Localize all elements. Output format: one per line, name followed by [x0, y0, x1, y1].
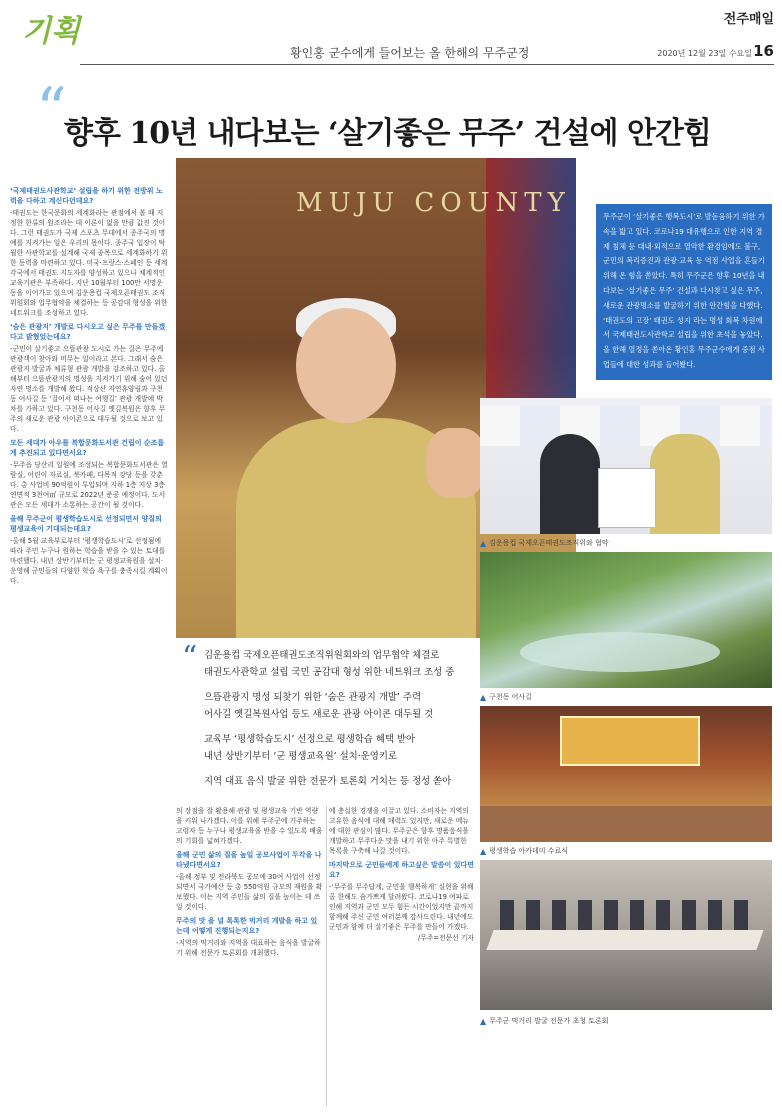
caption-text: 무주군 먹거리 발굴 전문가 초청 토론회 — [489, 1017, 609, 1025]
signing-photo — [480, 398, 772, 534]
stage-screen — [560, 716, 700, 766]
intro-text: 무주군이 ‘살기좋은 행복도시’로 발돋움하기 위한 가속을 밟고 있다. 코로나19 대유행으로 인한 지역 경제 침체 등 대내·외적으로 열악한 환경임에도 불구, 군민의 복리증진과 관광·교육 등 역점 사업을 흔들기위해 온 힘을 쏟았다. 특히 무주군은 향후 10년을 내다보는 ‘살기좋은 무주’ 건설과 다시찾고 싶은 무주, 새로운 관광명소를 발굴하기 위한 안간힘을 다했다. ‘태권도의 고장’ 태권도 성지 라는 명성 회복 차원에서 국제태권도사관학교 설립을 위한 초석을 놓았다. 올 한해 열정을 쏟아온 황인홍 무주군수에게 중점 사업들에 대한 성과를 들어봤다. — [603, 212, 765, 369]
pull-line: 으뜸관광지 명성 되찾기 위한 ‘숨은 관광지 개발’ 주력 — [204, 692, 422, 703]
issue-date: 2020년 12월 23일 수요일 — [657, 49, 752, 58]
question: 모든 세대가 아우를 복합문화도서관 건립이 순조롭게 추진되고 있다면서요? — [10, 439, 165, 457]
question: 마지막으로 군민들에게 하고싶은 말씀이 있다면요? — [329, 861, 474, 879]
meeting-photo — [480, 860, 772, 1010]
caption-text: 구천동 어사길 — [489, 693, 532, 701]
paper-name: 전주매일 — [723, 12, 774, 27]
pull-quote-lines — [204, 648, 472, 791]
attendees-shape — [500, 900, 750, 930]
caption-triangle-icon: ▲ — [480, 692, 487, 702]
caption-valley — [480, 692, 532, 702]
page-number: 16 — [753, 42, 774, 60]
caption-signing — [480, 538, 609, 548]
answer: -‘무주를 무주답게, 군민을 행복하게’ 실현을 위해 올 한해도 숨가쁘게 달려왔다. 코로나19 여파로 인해 지역과 군민 모두 힘든 시간이었지만 끝까지 함께해 주신 군민 여러분께 감사드린다. 내년에도 군민과 함께 더 살기좋은 무주를 만들어 가겠다. — [329, 883, 474, 931]
table-shape — [486, 930, 763, 950]
answer: -무주읍 당산리 일원에 조성되는 복합문화도서관은 열람실, 어린이 자료실, 북카페, 다목적 강당 등을 갖춘다. 총 사업비 90억원이 투입되며 지하 1층 지상 3층 연면적 3천여㎡ 규모로 2022년 준공 예정이다. 도서관은 모든 세대가 소통하는 공간이 될 것이다. — [10, 461, 168, 509]
quote-icon: “ — [182, 640, 198, 675]
stream-shape — [520, 632, 720, 672]
caption-meeting — [480, 1016, 608, 1026]
pull-gap — [204, 765, 472, 774]
article-column-3 — [329, 806, 474, 1106]
question: ‘숨은 관광지’ 개발로 다시오고 싶은 무주를 만들겠다고 밝혔었는데요? — [10, 323, 166, 341]
caption-triangle-icon: ▲ — [480, 538, 487, 548]
answer: -태권도는 한국문화의 세계화라는 관점에서 볼 때 지정한 한류의 원조라는 데 이론이 없을 만큼 값진 것이다. 그런 태권도가 국제 스포츠 무대에서 종주국의 명예를 지켜가는 일은 우리의 몫이다. 종주국 입장이 탁월한 사관학교를 설계해 국제 종목으로 세계화하기 위한 동력을 마련하고 있다. 미국·프랑스·스페인 등 세계 각국에서 태권도 지도자를 양성하고 있으나 체계적인 교육기관은 부족하다. 지난 10월부터 100만 서명운동을 이어가고 있으며 김운용컵 국제오픈태권도 조직위원회와 업무협약을 체결하는 등 공감대 형성을 위한 네트워크를 조성하고 있다. — [10, 209, 168, 317]
column-divider — [326, 806, 327, 1106]
ceremony-photo — [480, 706, 772, 842]
banner-shape — [480, 406, 772, 446]
pull-line: 어사길 옛길복원사업 등도 새로운 관광 아이콘 대두될 것 — [204, 708, 434, 720]
portrait-wall-sign: MUJU COUNTY — [296, 188, 571, 218]
intro-box — [596, 204, 772, 380]
valley-photo — [480, 552, 772, 688]
pull-line: 김운용컵 국제오픈태권도조직위원회와의 업무협약 체결로 — [204, 650, 440, 661]
answer: -군민이 살기좋고 으뜸관광 도시로 가는 길은 무주에 관광객이 찾아와 머무는 일이라고 본다. 그래서 숨은 관광지 발굴과 체류형 관광 개발을 강조하고 있다. 올해부터 으뜸관광지의 명성을 지켜가기 위해 숨어 있던 자연 명소를 개발해 왔다. 적상산 자연휴양림과 구천동 어사길 등 ‘걸어서 떠나는 여행길’ 관광 개발에 박차를 가하고 있다. 구천동 어사길 옛길복원은 향후 무주의 새로운 관광 아이콘으로 대두될 것으로 보고 있다. — [10, 345, 168, 433]
question: 올해 군민 삶의 질을 높일 공모사업이 두각을 나타냈다면서요? — [176, 851, 322, 869]
caption-text: 김운용컵 국제오픈태권도조직위와 협약 — [489, 539, 609, 547]
caption-text: 평생학습 아카데미 수료식 — [489, 847, 568, 855]
pull-quote — [176, 640, 476, 804]
person-shape — [650, 434, 720, 534]
headline: 향후 10년 내다보는 ‘살기좋은 무주’ 건설에 안간힘 — [64, 116, 711, 151]
answer: 의 장점을 잘 활용해 관광 및 평생교육 기반 역량을 키워 나가겠다. 이를 위해 무주군에 거주하는 고령자 등 누구나 평생교육을 받을 수 있도록 배움의 기회를 넓혀가겠다. — [176, 807, 323, 845]
answer: -올해 5월 교육부로부터 ‘평생학습도시’로 선정됨에 따라 주민 누구나 원하는 학습을 받을 수 있는 토대를 마련했다. 내년 상반기부터는 군 평생교육원을 설치·운영해 군민들의 다양한 학습 욕구를 충족시킬 계획이다. — [10, 537, 168, 585]
caption-triangle-icon: ▲ — [480, 1016, 487, 1026]
pull-line: 태권도사관학교 설립 국민 공감대 형성 위한 네트워크 조성 중 — [204, 666, 455, 678]
article-column-2 — [176, 806, 323, 1106]
answer: 에 충실한 경쟁을 이끌고 있다. 소비자는 지역의 고유한 음식에 대해 매력도 있지만, 새로운 메뉴에 대한 관심이 많다. 무주군은 향후 명품음식을 개발하고 무주다운 맛을 내기 위한 아주 특별한 목록을 구축해 나갈 것이다. — [329, 807, 469, 855]
portrait-hand-shape — [426, 428, 486, 498]
portrait-face-shape — [296, 308, 396, 423]
pull-line: 교육부 ‘평생학습도시’ 선정으로 평생학습 혜택 받아 — [204, 734, 416, 745]
section-label: 기획 — [22, 14, 80, 49]
article-column-1 — [10, 182, 168, 1102]
question: 무주의 맛 을 널 톡톡한 먹거리 개발을 하고 있는데 어떻게 진행되는지요? — [176, 917, 318, 935]
byline: /무주=전문선 기자 — [417, 934, 474, 942]
series-title: 황인홍 군수에게 들어보는 올 한해의 무주군정 — [290, 46, 530, 60]
pull-line: 지역 대표 음식 발굴 위한 전문가 토론회 거치는 등 정성 쏟아 — [204, 776, 452, 787]
header-rule — [80, 64, 774, 65]
stage-floor — [480, 806, 772, 842]
answer: -올해 정부 및 전라북도 공모에 30여 사업이 선정되면서 국가예산 등 총 550억원 규모의 재원을 확보했다. 이는 지역 주민들 삶의 질을 높이는 데 쓰일 것이다. — [176, 873, 323, 911]
question: ‘국제태권도사관학교’ 설립을 하기 위한 전방위 노력을 다하고 계신다던데요? — [10, 187, 163, 205]
answer: -지역의 먹거리와 지역을 대표하는 음식을 발굴하기 위해 전문가 토론회를 개최했다. — [176, 939, 321, 957]
quote-icon: “ — [36, 75, 67, 145]
agreement-document — [598, 468, 656, 528]
caption-triangle-icon: ▲ — [480, 846, 487, 856]
person-shape — [540, 434, 600, 534]
question: 올해 무주군이 평생학습도시로 선정되면서 양질의 평생교육이 기대되는데요? — [10, 515, 162, 533]
page-header — [0, 0, 782, 66]
pull-line: 내년 상반기부터 ‘군 평생교육원’ 설치·운영키로 — [204, 750, 397, 762]
caption-ceremony — [480, 846, 568, 856]
pull-gap — [204, 723, 472, 732]
pull-gap — [204, 681, 472, 690]
